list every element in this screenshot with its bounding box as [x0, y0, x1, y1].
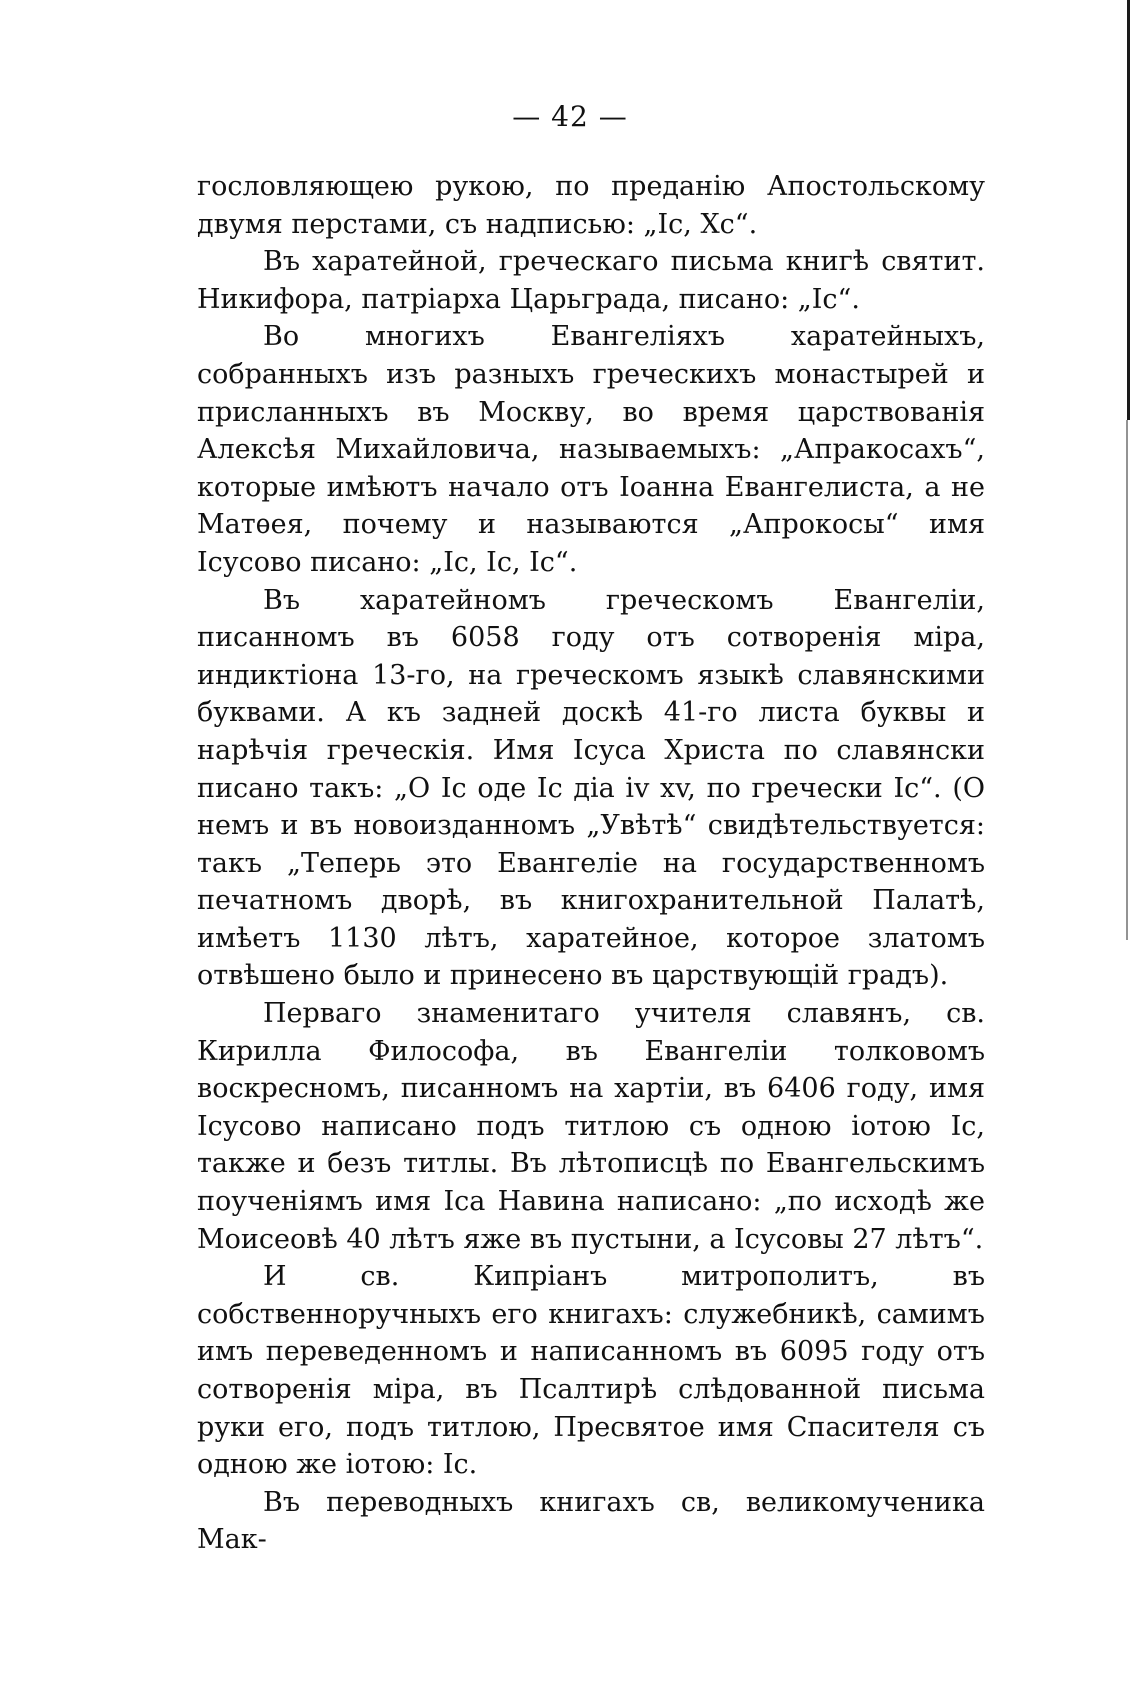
paragraph: Въ харатейномъ греческомъ Евангеліи, писанномъ въ 6058 году отъ сотворенія міра, индиктіона 13-го, на греческомъ языкѣ славянскими буквами. А къ задней доскѣ 41-го листа буквы и нарѣчія греческія. Имя Ісуса Христа по славянски писано такъ: „О Іс оде Іс дiа iv хv, по гречески Іс“. (О немъ и въ новоизданномъ „Увѣтѣ“ свидѣтельствуется: такъ „Теперь это Евангеліе на государственномъ печатномъ дворѣ, въ книгохранительной Палатѣ, имѣетъ 1130 лѣтъ, харатейное, которое златомъ отвѣшено было и принесено въ царствующій градъ). — [197, 584, 985, 992]
body-text — [197, 168, 985, 1559]
paragraph: Въ переводныхъ книгахъ св, великомученика Мак- — [197, 1486, 985, 1556]
page-edge-line-lower — [1126, 420, 1128, 940]
paragraph: Во многихъ Евангеліяхъ харатейныхъ, собранныхъ изъ разныхъ греческихъ монастырей и присланныхъ въ Москву, во время царствованія Алексѣя Михайловича, называемыхъ: „Апракосахъ“, которые имѣютъ начало отъ Іоанна Евангелиста, а не Матѳея, почему и называются „Апрокосы“ имя Ісусово писано: „Іс, Іс, Іс“. — [197, 321, 985, 578]
paragraph: Въ харатейной, греческаго письма книгѣ святит. Никифора, патріарха Царьграда, писано: „Іс“. — [197, 246, 985, 315]
page-number: — 42 — — [512, 100, 628, 133]
paragraph: Перваго знаменитаго учителя славянъ, св. Кирилла Философа, въ Евангеліи толковомъ воскресномъ, писанномъ на хартіи, въ 6406 году, имя Ісусово написано подъ титлою съ одною іотою Іс, также и безъ титлы. Въ лѣтописцѣ по Евангельскимъ поученіямъ имя Іса Навина написано: „по исходѣ же Моисеовѣ 40 лѣтъ яже въ пустыни, а Ісусовы 27 лѣтъ“. — [197, 998, 985, 1255]
page-edge-line — [1127, 0, 1130, 420]
paragraph: И св. Кипріанъ митрополитъ, въ собственноручныхъ его книгахъ: служебникѣ, самимъ имъ переведенномъ и написанномъ въ 6095 году отъ сотворенія міра, въ Псалтирѣ слѣдованной письма руки его, подъ титлою, Пресвятое имя Спасителя съ одною же іотою: Іс. — [197, 1261, 985, 1481]
paragraph-continuation: гословляющею рукою, по преданію Апостольскому двумя перстами, съ надписью: „Іс, Хс“. — [197, 171, 985, 240]
